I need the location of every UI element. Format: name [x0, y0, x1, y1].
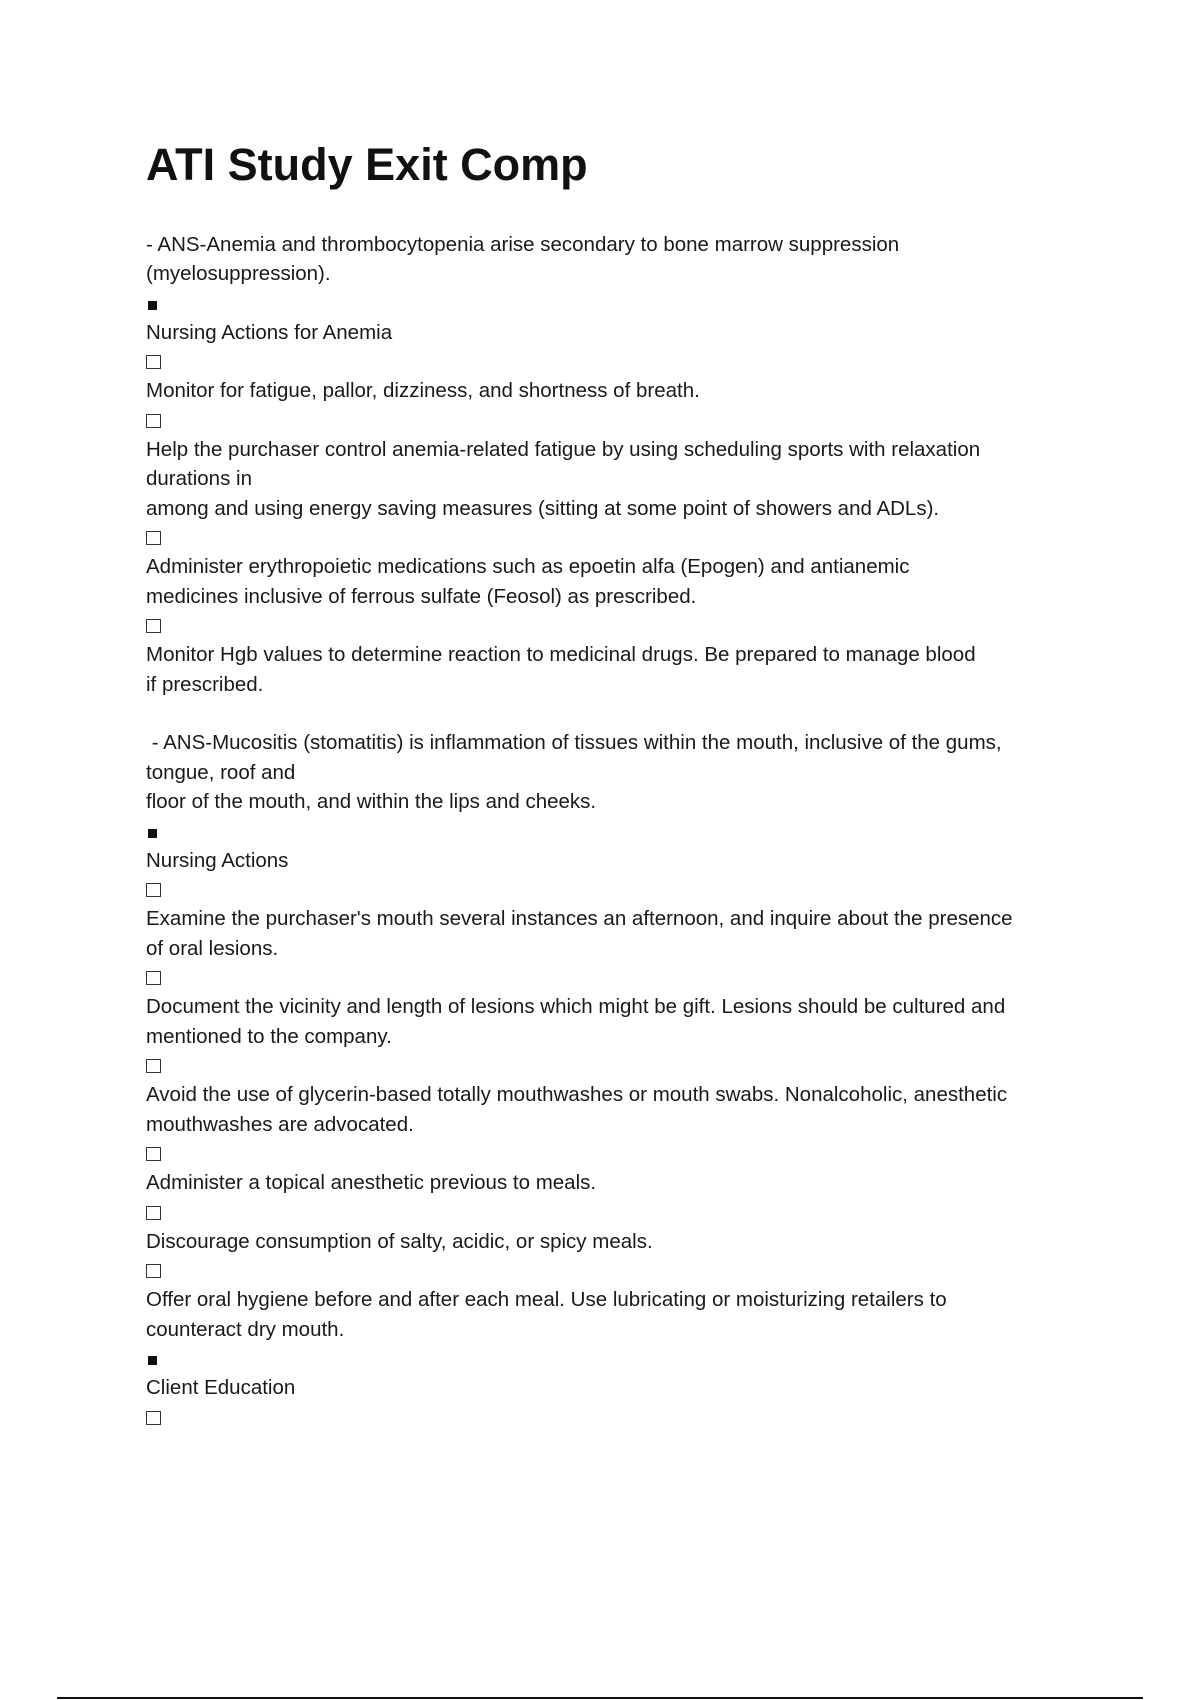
text-line: floor of the mouth, and within the lips and cheeks.	[146, 790, 597, 813]
hollow-square-bullet-icon	[146, 1256, 1096, 1285]
hollow-square-icon	[146, 1206, 161, 1220]
footer-divider	[57, 1697, 1143, 1699]
text-line: Administer erythropoietic medications such as epoetin alfa (Epogen) and antianemic	[146, 555, 910, 578]
paragraph-gap	[146, 699, 1096, 728]
hollow-square-icon	[146, 1264, 161, 1278]
hollow-square-icon	[146, 1411, 161, 1425]
hollow-square-bullet-icon	[146, 347, 1096, 376]
filled-square-bullet-icon	[146, 289, 1096, 318]
hollow-square-bullet-icon	[146, 523, 1096, 552]
hollow-square-bullet-icon	[146, 1139, 1096, 1168]
text-line: Help the purchaser control anemia-related fatigue by using scheduling sports with relaxation	[146, 437, 981, 461]
hollow-square-bullet-icon	[146, 1198, 1096, 1227]
text-line: durations in	[146, 467, 252, 490]
text-line: Document the vicinity and length of lesions which might be gift. Lesions should be cultured and	[146, 995, 1006, 1018]
text-line: Administer a topical anesthetic previous to meals.	[146, 1171, 597, 1194]
filled-square-icon	[148, 1356, 157, 1365]
text-line: among and using energy saving measures (sitting at some point of showers and ADLs).	[146, 496, 940, 520]
text-line: Client Education	[146, 1376, 296, 1399]
hollow-square-icon	[146, 1059, 161, 1073]
filled-square-icon	[148, 829, 157, 838]
text-line: counteract dry mouth.	[146, 1317, 345, 1341]
document-body	[146, 230, 1096, 1432]
hollow-square-icon	[146, 1147, 161, 1161]
hollow-square-bullet-icon	[146, 875, 1096, 904]
hollow-square-icon	[146, 619, 161, 633]
filled-square-icon	[148, 301, 157, 310]
hollow-square-icon	[146, 971, 161, 985]
text-line: tongue, roof and	[146, 760, 296, 784]
filled-square-bullet-icon	[146, 1344, 1096, 1373]
hollow-square-bullet-icon	[146, 406, 1096, 435]
text-line: Discourage consumption of salty, acidic, or spicy meals.	[146, 1229, 653, 1253]
text-line: - ANS-Anemia and thrombocytopenia arise secondary to bone marrow suppression	[146, 232, 900, 256]
document-title: ATI Study Exit Comp	[146, 139, 588, 190]
text-line: Avoid the use of glycerin-based totally mouthwashes or mouth swabs. Nonalcoholic, anesthetic	[146, 1083, 1008, 1106]
hollow-square-bullet-icon	[146, 1051, 1096, 1080]
hollow-square-bullet-icon	[146, 611, 1096, 640]
text-line: Nursing Actions for Anemia	[146, 320, 393, 344]
hollow-square-icon	[146, 531, 161, 545]
text-line: Nursing Actions	[146, 848, 289, 872]
text-line: Examine the purchaser's mouth several instances an afternoon, and inquire about the presence	[146, 907, 1013, 930]
hollow-square-bullet-icon	[146, 963, 1096, 992]
filled-square-bullet-icon	[146, 817, 1096, 846]
text-line: Offer oral hygiene before and after each meal. Use lubricating or moisturizing retailers to	[146, 1288, 947, 1311]
hollow-square-bullet-icon	[146, 1403, 1096, 1432]
text-line: of oral lesions.	[146, 936, 279, 960]
text-line: mouthwashes are advocated.	[146, 1112, 414, 1136]
hollow-square-icon	[146, 355, 161, 369]
text-line: Monitor Hgb values to determine reaction to medicinal drugs. Be prepared to manage blood	[146, 643, 976, 666]
text-line: medicines inclusive of ferrous sulfate (Feosol) as prescribed.	[146, 584, 697, 608]
text-line: (myelosuppression).	[146, 262, 331, 285]
text-line: - ANS-Mucositis (stomatitis) is inflammation of tissues within the mouth, inclusive of the gums,	[146, 731, 1002, 754]
text-line: mentioned to the company.	[146, 1024, 392, 1048]
hollow-square-icon	[146, 414, 161, 428]
text-line: if prescribed.	[146, 672, 264, 696]
document-page	[146, 140, 1096, 1432]
text-line: Monitor for fatigue, pallor, dizziness, and shortness of breath.	[146, 379, 700, 402]
hollow-square-icon	[146, 883, 161, 897]
